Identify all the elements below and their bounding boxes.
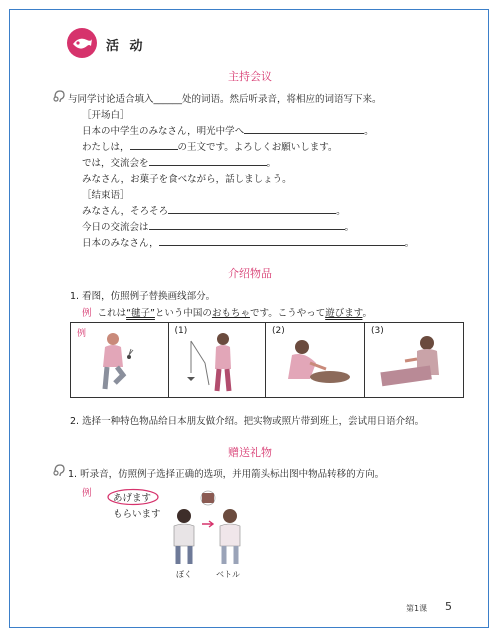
section2-example: 例 これは“毽子”という中国のおもちゃです。こうやって遊びます。 [82,308,372,319]
option-moraimasu: もらいます [113,509,161,520]
option-agemasu: あげます [113,493,152,504]
closing-label: ［结束语］ [82,190,130,201]
name-petoru: ベトル [216,570,240,579]
closing-line-1: みなさん，そろそろ 。 [82,206,346,217]
section2-item2: 2. 选择一种特色物品给日本朋友做介绍。把实物或照片带到班上，尝试用日语介绍。 [70,416,425,427]
opening-label: ［开场白］ [82,110,130,121]
section1-instruction: 与同学讨论适合填入______处的词语。然后听录音，将相应的词语写下来。 [68,94,382,105]
picture-cell-3: (3) [365,323,463,397]
fish-logo-icon [66,27,98,59]
listening-icon [52,463,66,477]
lesson-label: 第1课 [406,604,428,613]
section3-example-label: 例 [82,488,92,499]
picture-cell-1: (1) [169,323,267,397]
picture-cell-example: 例 [71,323,169,397]
opening-line-3: では，交流会を 。 [82,158,277,169]
listening-icon [52,89,66,103]
closing-line-2: 今日の交流会は 。 [82,222,355,233]
name-boku: ぼく [176,570,192,579]
picture-table [70,322,464,398]
opening-line-4: みなさん，お菓子を食べながら，話しましょう。 [82,174,292,185]
section-title-give-gift: 赠送礼物 [228,446,272,459]
closing-line-3: 日本のみなさん， 。 [82,238,415,249]
section2-item1: 1. 看图，仿照例子替换画线部分。 [70,291,216,302]
opening-line-1: 日本の中学生のみなさん，明光中学へ 。 [82,126,374,137]
opening-line-2: わたしは， の王文です。よろしくお願いします。 [82,142,338,153]
section-title-introduce-items: 介绍物品 [228,267,272,280]
section-title-host-meeting: 主持会议 [228,70,272,83]
section3-item1: 1. 听录音，仿照例子选择正确的选项，并用箭头标出图中物品转移的方向。 [68,469,385,480]
page-number: 5 [445,600,452,613]
picture-cell-2: (2) [266,323,365,397]
activity-title: 活 动 [106,39,146,54]
gift-giving-illustration [166,488,260,568]
